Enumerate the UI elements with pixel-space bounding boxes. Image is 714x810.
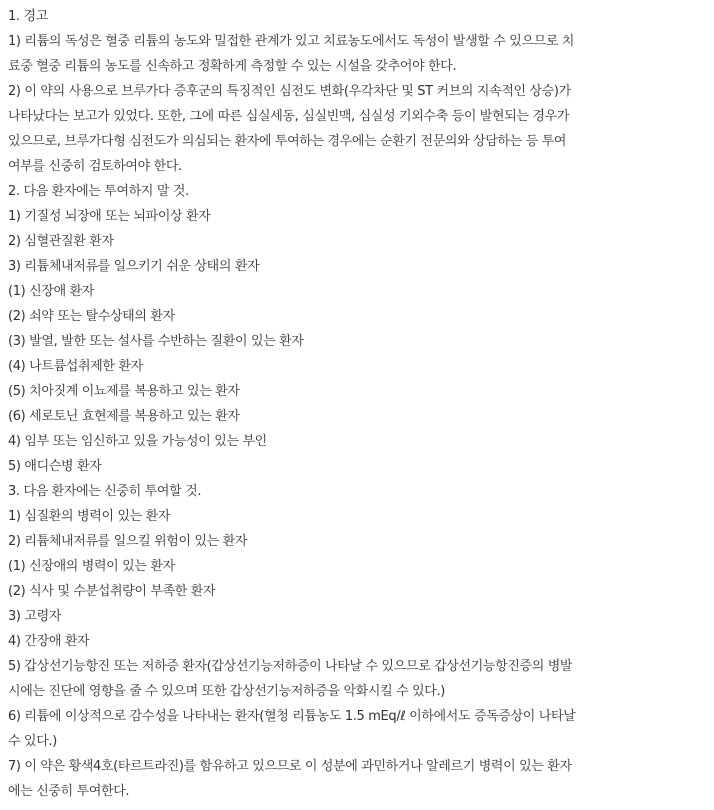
text-line: 있으므로, 브루가다형 심전도가 의심되는 환자에 투여하는 경우에는 순환기 전문의와 상담하는 등 투여 [8,134,567,149]
list-item: 5) 애디슨병 환자 [8,459,102,474]
list-item: 3) 리튬체내저류를 일으키기 쉬운 상태의 환자 [8,259,260,274]
text-line: 수 있다.) [8,734,57,749]
sub-list-item: (5) 치아짓계 이뇨제를 복용하고 있는 환자 [8,384,240,399]
sub-list-item: (2) 식사 및 수분섭취량이 부족한 환자 [8,584,216,599]
list-item: 1) 기질성 뇌장애 또는 뇌파이상 환자 [8,209,211,224]
list-item: 4) 간장애 환자 [8,634,90,649]
list-item: 3) 고령자 [8,609,62,624]
text-line: 나타났다는 보고가 있었다. 또한, 그에 따른 심실세동, 심실빈맥, 심실성 기외수축 등이 발현되는 경우가 [8,109,570,124]
section-heading-warning: 1. 경고 [8,9,48,24]
text-line: 1) 리튬의 독성은 혈중 리튬의 농도와 밀접한 관계가 있고 치료농도에서도 독성이 발생할 수 있으므로 치 [8,34,575,49]
sub-list-item: (6) 세로토닌 효현제를 복용하고 있는 환자 [8,409,240,424]
list-item: 1) 심질환의 병력이 있는 환자 [8,509,171,524]
precautions-document [8,4,698,804]
text-line: 시에는 진단에 영향을 줄 수 있으며 또한 갑상선기능저하증을 악화시킬 수 있다.) [8,684,445,699]
text-line: 7) 이 약은 황색4호(타르트라진)를 함유하고 있으므로 이 성분에 과민하거나 알레르기 병력이 있는 환자 [8,759,572,774]
text-line: 2) 이 약의 사용으로 브루가다 증후군의 특징적인 심전도 변화(우각차단 및 ST 커브의 지속적인 상승)가 [8,84,571,99]
text-line: 여부를 신중히 검토하여야 한다. [8,159,182,174]
list-item: 4) 임부 또는 임신하고 있을 가능성이 있는 부인 [8,434,267,449]
list-item: 2) 심혈관질환 환자 [8,234,114,249]
sub-list-item: (1) 신장애 환자 [8,284,94,299]
text-line: 6) 리튬에 이상적으로 감수성을 나타내는 환자(혈청 리튬농도 1.5 mEq/ℓ 이하에서도 증독증상이 나타날 [8,709,576,724]
text-line: 료중 혈중 리튬의 농도를 신속하고 정확하게 측정할 수 있는 시설을 갖추어야 한다. [8,59,457,74]
sub-list-item: (3) 발열, 발한 또는 설사를 수반하는 질환이 있는 환자 [8,334,304,349]
sub-list-item: (4) 나트륨섭취제한 환자 [8,359,143,374]
text-line: 에는 신중히 투여한다. [8,784,130,799]
sub-list-item: (2) 쇠약 또는 탈수상태의 환자 [8,309,175,324]
sub-list-item: (1) 신장애의 병력이 있는 환자 [8,559,175,574]
section-heading-contraindications: 2. 다음 환자에는 투여하지 말 것. [8,184,189,199]
list-item: 2) 리튬체내저류를 일으킬 위험이 있는 환자 [8,534,248,549]
section-heading-careful-administration: 3. 다음 환자에는 신중히 투여할 것. [8,484,202,499]
text-line: 5) 갑상선기능항진 또는 저하증 환자(갑상선기능저하증이 나타날 수 있으므로 갑상선기능항진증의 병발 [8,659,573,674]
